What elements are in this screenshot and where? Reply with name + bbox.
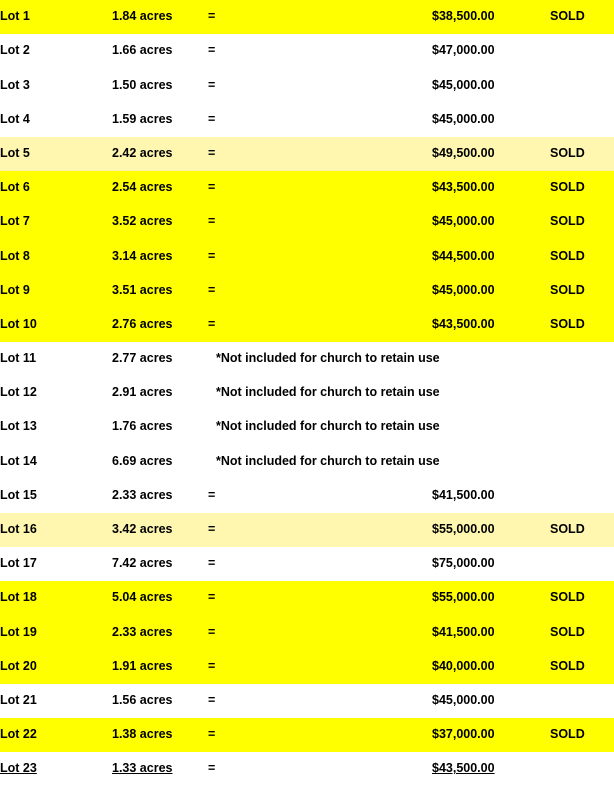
acreage-cell: 2.54 acres (112, 171, 208, 205)
acreage-cell: 1.59 acres (112, 103, 208, 137)
sold-status-cell: SOLD (550, 718, 614, 752)
sold-status-cell (550, 752, 614, 786)
acreage-cell: 5.04 acres (112, 581, 208, 615)
price-cell: $45,000.00 (432, 68, 550, 102)
acreage-cell: 3.52 acres (112, 205, 208, 239)
sold-status-cell: SOLD (550, 0, 614, 34)
spacer-cell (216, 205, 432, 239)
price-cell: $43,500.00 (432, 171, 550, 205)
lot-number-cell: Lot 22 (0, 718, 112, 752)
equals-sign-cell: = (208, 171, 216, 205)
equals-sign-cell: = (208, 547, 216, 581)
sold-status-cell (550, 68, 614, 102)
table-row (0, 444, 614, 478)
table-row (0, 68, 614, 102)
equals-sign-cell (208, 342, 216, 376)
table-row (0, 410, 614, 444)
lot-number-cell: Lot 17 (0, 547, 112, 581)
spacer-cell (216, 615, 432, 649)
sold-status-cell: SOLD (550, 615, 614, 649)
acreage-cell: 2.77 acres (112, 342, 208, 376)
sold-status-cell: SOLD (550, 513, 614, 547)
spacer-cell (216, 513, 432, 547)
lot-number-cell: Lot 3 (0, 68, 112, 102)
equals-sign-cell: = (208, 103, 216, 137)
lot-number-cell: Lot 18 (0, 581, 112, 615)
acreage-cell: 1.84 acres (112, 0, 208, 34)
lot-number-cell: Lot 20 (0, 650, 112, 684)
table-row (0, 547, 614, 581)
lot-number-cell: Lot 15 (0, 479, 112, 513)
sold-status-cell: SOLD (550, 171, 614, 205)
lot-number-cell: Lot 7 (0, 205, 112, 239)
price-cell: $75,000.00 (432, 547, 550, 581)
sold-status-cell (550, 547, 614, 581)
sold-status-cell: SOLD (550, 274, 614, 308)
table-row (0, 615, 614, 649)
retain-use-note-cell: *Not included for church to retain use (216, 410, 614, 444)
spacer-cell (216, 171, 432, 205)
price-cell: $49,500.00 (432, 137, 550, 171)
acreage-cell: 2.91 acres (112, 376, 208, 410)
table-row (0, 376, 614, 410)
spacer-cell (216, 581, 432, 615)
price-cell: $38,500.00 (432, 0, 550, 34)
acreage-cell: 1.66 acres (112, 34, 208, 68)
acreage-cell: 2.76 acres (112, 308, 208, 342)
lot-number-cell: Lot 23 (0, 752, 112, 786)
price-cell: $43,500.00 (432, 308, 550, 342)
spacer-cell (216, 0, 432, 34)
price-cell: $43,500.00 (432, 752, 550, 786)
equals-sign-cell (208, 410, 216, 444)
acreage-cell: 1.76 acres (112, 410, 208, 444)
price-cell: $41,500.00 (432, 479, 550, 513)
lot-number-cell: Lot 4 (0, 103, 112, 137)
price-cell: $55,000.00 (432, 581, 550, 615)
retain-use-note-cell: *Not included for church to retain use (216, 376, 614, 410)
acreage-cell: 3.14 acres (112, 239, 208, 273)
equals-sign-cell: = (208, 205, 216, 239)
lot-number-cell: Lot 13 (0, 410, 112, 444)
acreage-cell: 2.33 acres (112, 479, 208, 513)
spacer-cell (216, 103, 432, 137)
spacer-cell (216, 752, 432, 786)
price-cell: $37,000.00 (432, 718, 550, 752)
spacer-cell (216, 650, 432, 684)
table-row (0, 308, 614, 342)
sold-status-cell (550, 684, 614, 718)
table-row (0, 718, 614, 752)
sold-status-cell (550, 34, 614, 68)
equals-sign-cell: = (208, 274, 216, 308)
acreage-cell: 6.69 acres (112, 444, 208, 478)
sold-status-cell: SOLD (550, 650, 614, 684)
equals-sign-cell: = (208, 752, 216, 786)
acreage-cell: 2.33 acres (112, 615, 208, 649)
acreage-cell: 1.38 acres (112, 718, 208, 752)
equals-sign-cell: = (208, 0, 216, 34)
equals-sign-cell (208, 444, 216, 478)
table-row (0, 650, 614, 684)
lot-number-cell: Lot 12 (0, 376, 112, 410)
acreage-cell: 1.56 acres (112, 684, 208, 718)
table-row (0, 0, 614, 34)
sold-status-cell: SOLD (550, 205, 614, 239)
price-cell: $55,000.00 (432, 513, 550, 547)
lot-number-cell: Lot 6 (0, 171, 112, 205)
sold-status-cell (550, 103, 614, 137)
table-row (0, 34, 614, 68)
price-cell: $45,000.00 (432, 205, 550, 239)
equals-sign-cell: = (208, 581, 216, 615)
lot-number-cell: Lot 16 (0, 513, 112, 547)
spacer-cell (216, 239, 432, 273)
equals-sign-cell: = (208, 718, 216, 752)
acreage-cell: 1.33 acres (112, 752, 208, 786)
lot-number-cell: Lot 8 (0, 239, 112, 273)
lot-number-cell: Lot 9 (0, 274, 112, 308)
spacer-cell (216, 137, 432, 171)
spacer-cell (216, 308, 432, 342)
sold-status-cell: SOLD (550, 137, 614, 171)
equals-sign-cell: = (208, 68, 216, 102)
table-row (0, 513, 614, 547)
equals-sign-cell: = (208, 308, 216, 342)
acreage-cell: 3.42 acres (112, 513, 208, 547)
lot-number-cell: Lot 10 (0, 308, 112, 342)
equals-sign-cell: = (208, 479, 216, 513)
price-cell: $41,500.00 (432, 615, 550, 649)
price-cell: $45,000.00 (432, 274, 550, 308)
table-row (0, 274, 614, 308)
price-cell: $40,000.00 (432, 650, 550, 684)
spacer-cell (216, 718, 432, 752)
table-row (0, 684, 614, 718)
sold-status-cell (550, 479, 614, 513)
sold-status-cell: SOLD (550, 308, 614, 342)
spacer-cell (216, 68, 432, 102)
equals-sign-cell: = (208, 650, 216, 684)
spacer-cell (216, 479, 432, 513)
table-row (0, 342, 614, 376)
retain-use-note-cell: *Not included for church to retain use (216, 342, 614, 376)
sold-status-cell: SOLD (550, 239, 614, 273)
lot-number-cell: Lot 19 (0, 615, 112, 649)
retain-use-note-cell: *Not included for church to retain use (216, 444, 614, 478)
sold-status-cell: SOLD (550, 581, 614, 615)
price-cell: $47,000.00 (432, 34, 550, 68)
equals-sign-cell: = (208, 513, 216, 547)
acreage-cell: 2.42 acres (112, 137, 208, 171)
equals-sign-cell: = (208, 684, 216, 718)
table-row (0, 581, 614, 615)
spacer-cell (216, 34, 432, 68)
acreage-cell: 1.50 acres (112, 68, 208, 102)
price-cell: $45,000.00 (432, 103, 550, 137)
acreage-cell: 7.42 acres (112, 547, 208, 581)
table-row (0, 205, 614, 239)
table-row (0, 171, 614, 205)
price-cell: $44,500.00 (432, 239, 550, 273)
equals-sign-cell (208, 376, 216, 410)
lot-number-cell: Lot 11 (0, 342, 112, 376)
equals-sign-cell: = (208, 137, 216, 171)
lot-number-cell: Lot 2 (0, 34, 112, 68)
acreage-cell: 3.51 acres (112, 274, 208, 308)
equals-sign-cell: = (208, 239, 216, 273)
lot-number-cell: Lot 21 (0, 684, 112, 718)
table-row (0, 239, 614, 273)
lot-number-cell: Lot 1 (0, 0, 112, 34)
lot-number-cell: Lot 14 (0, 444, 112, 478)
table-row (0, 137, 614, 171)
spacer-cell (216, 547, 432, 581)
price-cell: $45,000.00 (432, 684, 550, 718)
table-row (0, 479, 614, 513)
spacer-cell (216, 274, 432, 308)
equals-sign-cell: = (208, 615, 216, 649)
table-row (0, 103, 614, 137)
lot-number-cell: Lot 5 (0, 137, 112, 171)
equals-sign-cell: = (208, 34, 216, 68)
table-row (0, 752, 614, 786)
acreage-cell: 1.91 acres (112, 650, 208, 684)
spacer-cell (216, 684, 432, 718)
